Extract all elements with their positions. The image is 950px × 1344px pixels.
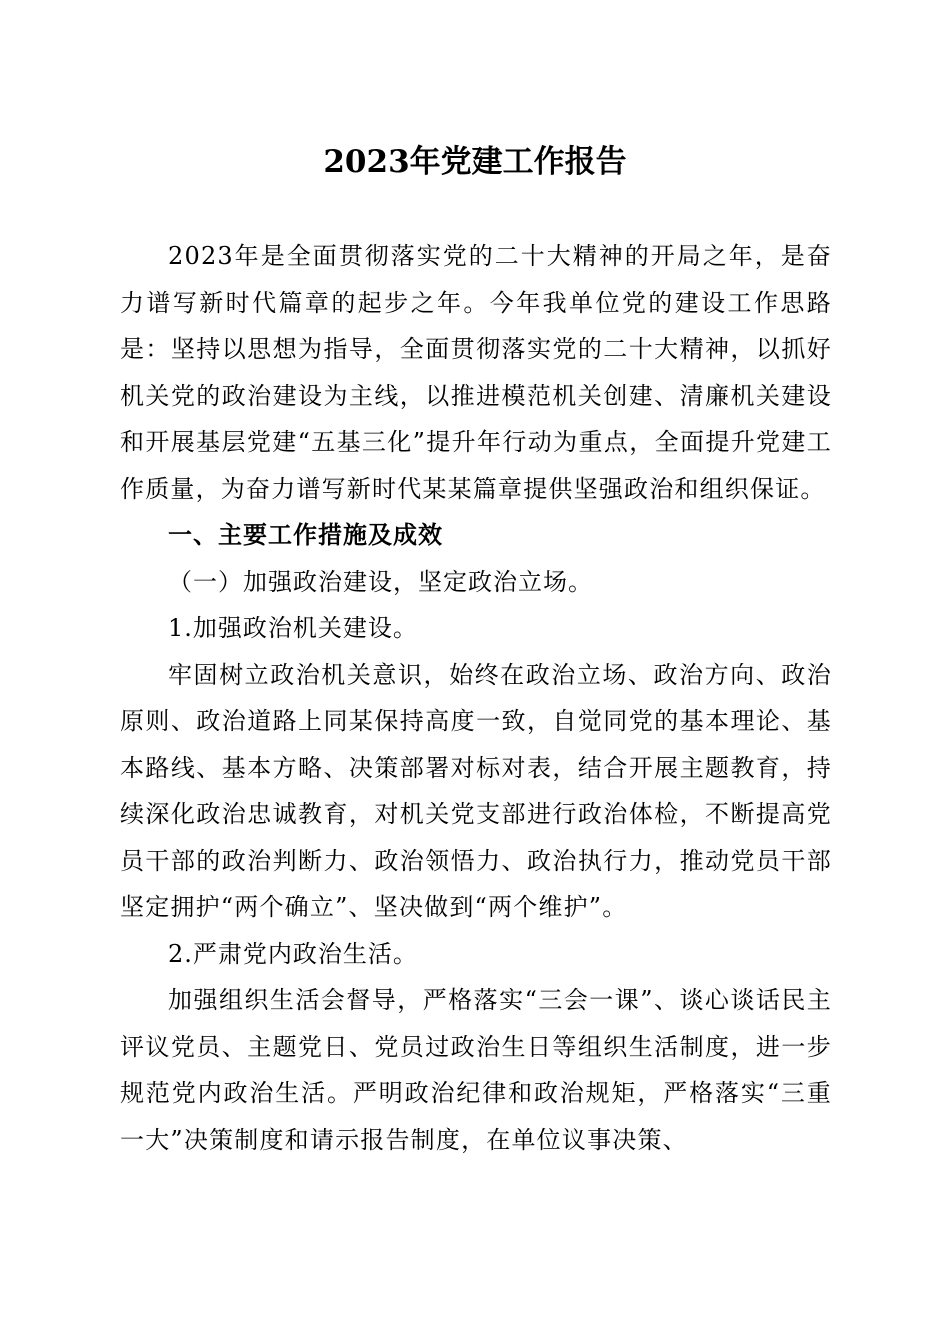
document-title: 2023年党建工作报告 [323,144,627,180]
intro-paragraph: 2023年是全面贯彻落实党的二十大精神的开局之年，是奋力谱写新时代篇章的起步之年。今年我单位党的建设工作思路是：坚持以思想为指导，全面贯彻落实党的二十大精神，以抓好机关党的政治建设为主线，以推进模范机关创建、清廉机关建设和开展基层党建“五基三化”提升年行动为重点，全面提升党建工作质量，为奋力谱写新时代某某篇章提供坚强政治和组织保证。 [120,242,832,503]
item-heading-1: 1.加强政治机关建设。 [168,614,418,642]
item-body-2: 加强组织生活会督导，严格落实“三会一课”、谈心谈话民主评议党员、主题党日、党员过政治生日等组织生活制度，进一步规范党内政治生活。严明政治纪律和政治规矩，严格落实“三重一大”决策制度和请示报告制度，在单位议事决策、 [120,986,832,1154]
subsection-heading: （一）加强政治建设，坚定政治立场。 [168,567,593,596]
section-heading: 一、主要工作措施及成效 [168,521,443,549]
document-body [120,233,832,1163]
item-heading-2: 2.严肃党内政治生活。 [168,939,418,968]
item-body-1: 牢固树立政治机关意识，始终在政治立场、政治方向、政治原则、政治道路上同某保持高度一致，自觉同党的基本理论、基本路线、基本方略、决策部署对标对表，结合开展主题教育，持续深化政治忠诚教育，对机关党支部进行政治体检，不断提高党员干部的政治判断力、政治领悟力、政治执行力，推动党员干部坚定拥护“两个确立”、坚决做到“两个维护”。 [120,660,832,921]
